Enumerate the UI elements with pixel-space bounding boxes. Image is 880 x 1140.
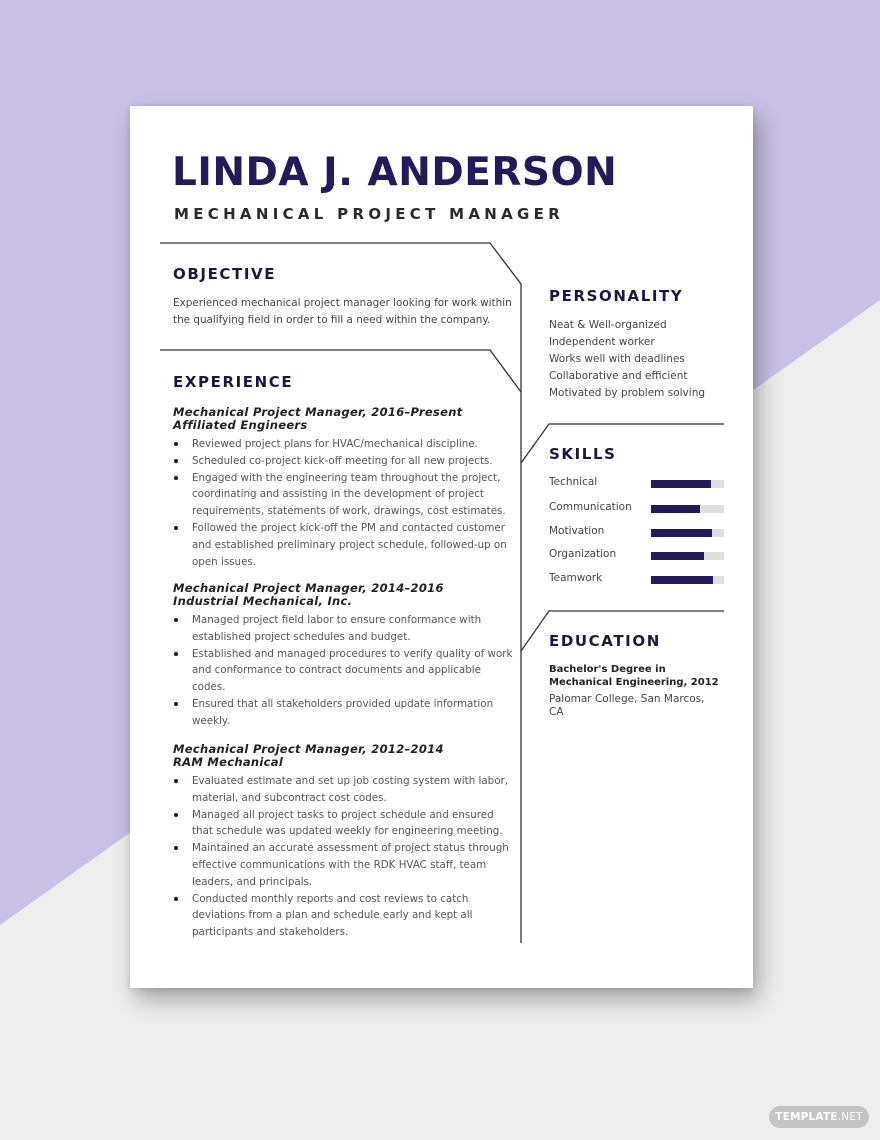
bullet-dot-icon xyxy=(174,442,178,446)
skill-bar-track xyxy=(651,480,724,488)
skill-bar-fill xyxy=(651,576,713,584)
skill-label: Technical xyxy=(549,476,598,488)
skill-bar-fill xyxy=(651,480,711,488)
bullet-item xyxy=(173,453,513,470)
skill-bar-fill xyxy=(651,552,704,560)
bullet-item xyxy=(173,840,513,890)
objective-heading: OBJECTIVE xyxy=(173,265,277,283)
skill-label: Motivation xyxy=(549,525,605,537)
bullet-dot-icon xyxy=(174,476,178,480)
template-net-watermark[interactable] xyxy=(769,1106,869,1128)
objective-text: Experienced mechanical project manager looking for work within the qualifying field in order to fill a need within the company. xyxy=(173,297,512,326)
personality-item: Collaborative and efficient xyxy=(549,370,688,382)
experience-heading: EXPERIENCE xyxy=(173,373,294,391)
bullet-item xyxy=(173,436,513,453)
job-bullets xyxy=(173,612,513,730)
candidate-name: LINDA J. ANDERSON xyxy=(172,150,618,195)
skill-bar-track xyxy=(651,505,724,513)
bullet-item xyxy=(173,612,513,646)
personality-item: Neat & Well-organized xyxy=(549,319,667,331)
bullet-item xyxy=(173,696,513,730)
bullet-item xyxy=(173,807,513,841)
job-role: Mechanical Project Manager, 2012–2014 xyxy=(173,742,444,756)
skill-bar-track xyxy=(651,552,724,560)
skill-bar-fill xyxy=(651,529,712,537)
bullet-item xyxy=(173,646,513,696)
bullet-dot-icon xyxy=(174,652,178,656)
skill-bar-track xyxy=(651,576,724,584)
resume-page xyxy=(130,106,753,988)
job-entry-3 xyxy=(173,743,513,941)
bullet-text: Maintained an accurate assessment of project status through effective communications with the RDK HVAC staff, team leaders, and principals. xyxy=(192,842,509,888)
job-entry-1 xyxy=(173,406,513,570)
bullet-item xyxy=(173,773,513,807)
watermark-suffix: .NET xyxy=(837,1111,863,1123)
bullet-item xyxy=(173,520,513,570)
skill-teamwork xyxy=(549,572,725,588)
skill-label: Communication xyxy=(549,501,632,513)
bullet-text: Managed all project tasks to project schedule and ensured that schedule was updated weekly for engineering meeting. xyxy=(192,808,503,838)
bullet-dot-icon xyxy=(174,846,178,850)
bullet-item xyxy=(173,470,513,520)
job-role: Mechanical Project Manager, 2016–Present xyxy=(173,405,463,419)
bullet-text: Engaged with the engineering team throughout the project, coordinating and assisting in the development of project requirements, statements of work, drawings, cost estimates. xyxy=(192,471,506,518)
education-heading: EDUCATION xyxy=(549,632,661,650)
watermark-brand: TEMPLATE xyxy=(775,1111,838,1123)
job-role: Mechanical Project Manager, 2014–2016 xyxy=(173,581,444,595)
personality-item: Independent worker xyxy=(549,336,655,348)
bullet-dot-icon xyxy=(174,897,178,901)
job-bullets xyxy=(173,773,513,941)
bullet-text: Reviewed project plans for HVAC/mechanical discipline. xyxy=(192,438,478,450)
bullet-dot-icon xyxy=(174,779,178,783)
job-company: RAM Mechanical xyxy=(173,755,284,769)
bullet-text: Followed the project kick-off the PM and contacted customer and established preliminary project schedule, followed-up on open issues. xyxy=(192,521,507,568)
skill-organization xyxy=(549,548,725,564)
skill-motivation xyxy=(549,525,725,541)
bullet-item xyxy=(173,891,513,941)
bullet-dot-icon xyxy=(174,702,178,706)
personality-item: Works well with deadlines xyxy=(549,353,685,365)
job-title: MECHANICAL PROJECT MANAGER xyxy=(174,205,565,223)
job-company: Affiliated Engineers xyxy=(173,418,308,432)
bullet-text: Conducted monthly reports and cost reviews to catch deviations from a plan and schedule early and kept all participants and stakeholders. xyxy=(192,892,473,939)
skill-bar-fill xyxy=(651,505,700,513)
bullet-text: Managed project field labor to ensure conformance with established project schedules and budget. xyxy=(192,614,482,643)
education-school: Palomar College, San Marcos, CA xyxy=(549,693,705,718)
job-entry-2 xyxy=(173,582,513,730)
job-bullets xyxy=(173,436,513,570)
job-company: Industrial Mechanical, Inc. xyxy=(173,594,353,608)
personality-item: Motivated by problem solving xyxy=(549,387,706,399)
skill-communication xyxy=(549,501,725,517)
skill-technical xyxy=(549,476,725,492)
personality-heading: PERSONALITY xyxy=(549,287,684,305)
bullet-dot-icon xyxy=(174,813,178,817)
education-degree: Bachelor's Degree in Mechanical Engineering, 2012 xyxy=(549,664,719,688)
skills-heading: SKILLS xyxy=(549,445,617,463)
bullet-text: Scheduled co-project kick-off meeting for all new projects. xyxy=(192,454,493,467)
skill-bar-track xyxy=(651,529,724,537)
bullet-dot-icon xyxy=(174,459,178,463)
bullet-text: Evaluated estimate and set up job costing system with labor, material, and subcontract cost codes. xyxy=(192,775,509,804)
personality-list xyxy=(549,317,705,402)
skill-label: Organization xyxy=(549,548,617,560)
bullet-text: Established and managed procedures to verify quality of work and conformance to contract documents and applicable codes. xyxy=(192,647,513,694)
bullet-text: Ensured that all stakeholders provided update information weekly. xyxy=(192,697,494,727)
bullet-dot-icon xyxy=(174,618,178,622)
skill-label: Teamwork xyxy=(549,572,603,584)
bullet-dot-icon xyxy=(174,526,178,530)
